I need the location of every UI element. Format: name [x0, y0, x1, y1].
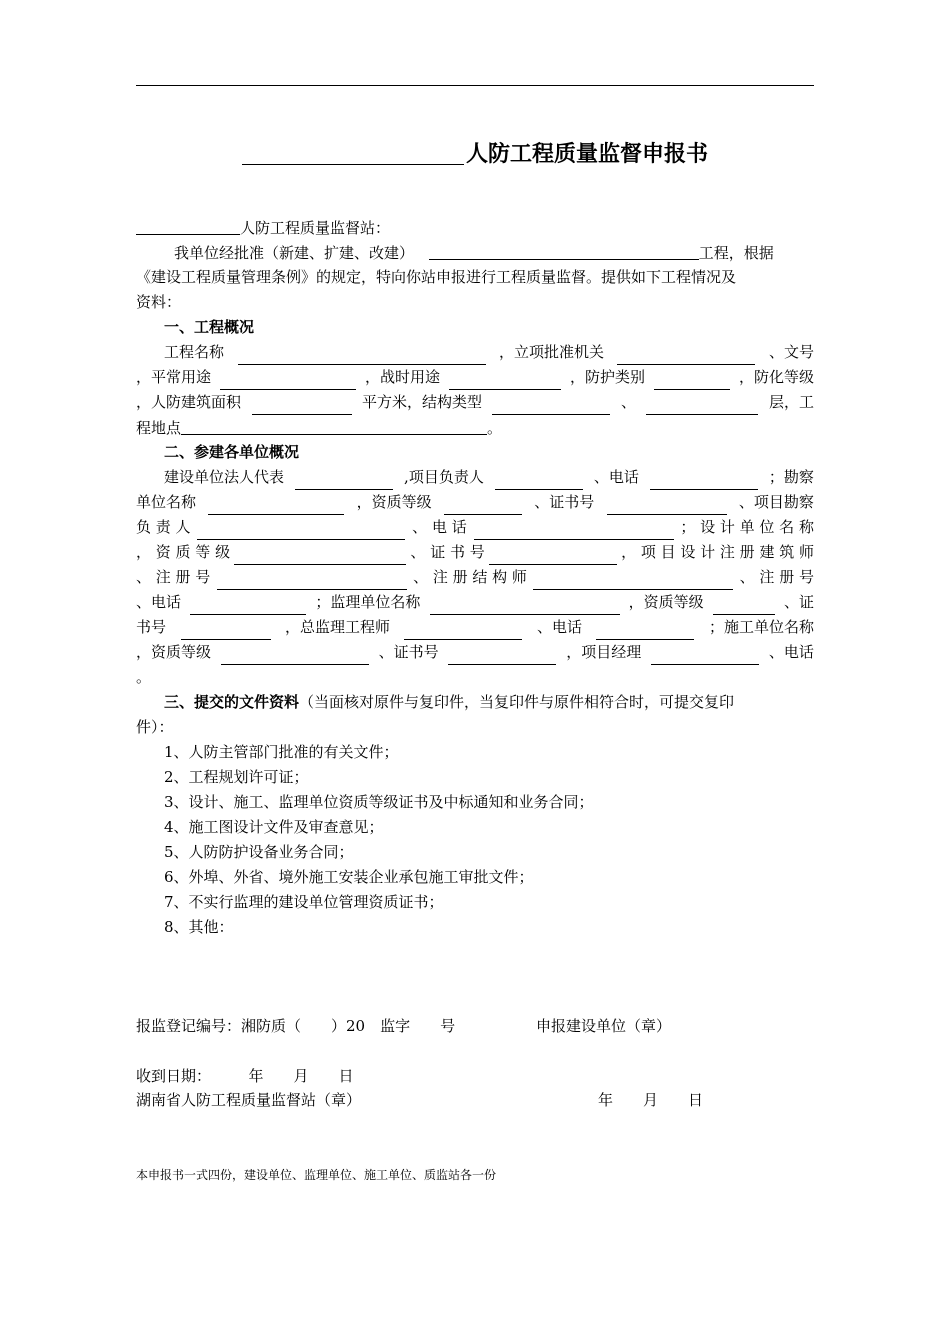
units-line-7: 书号 ，总监理工程师 、电话 ；施工单位名称 — [136, 615, 814, 640]
peacetime-use-field[interactable] — [220, 370, 356, 390]
intro-line-1: 我单位经批准（新建、扩建、改建） 工程，根据 — [136, 240, 814, 265]
list-item: 1、人防主管部门批准的有关文件； — [164, 743, 399, 761]
overview-line-3: ，人防建筑面积 平方米，结构类型 、 层，工 — [136, 390, 814, 415]
project-name-field[interactable] — [238, 345, 486, 365]
top-rule — [136, 85, 814, 86]
construction-cert-field[interactable] — [448, 645, 556, 665]
list-item: 7、不实行监理的建设单位管理资质证书； — [164, 893, 444, 911]
overview-line-2: ，平常用途 ，战时用途 ，防护类别 ，防化等级 — [136, 365, 814, 390]
wartime-use-field[interactable] — [449, 370, 561, 390]
survey-cert-field[interactable] — [607, 495, 727, 515]
location-field[interactable] — [181, 415, 487, 435]
survey-phone-field[interactable] — [474, 520, 674, 540]
units-line-6: 、电话 ；监理单位名称 ，资质等级 、证 — [136, 590, 814, 615]
project-manager-field[interactable] — [651, 645, 759, 665]
units-line-8: ，资质等级 、证书号 ，项目经理 、电话 — [136, 640, 814, 665]
section-3-note-end: 件）： — [136, 718, 174, 736]
copies-note: 本申报书一式四份，建设单位、监理单位、施工单位、质监站各一份 — [136, 1168, 497, 1182]
section-3-heading: 三、提交的文件资料 — [164, 693, 300, 711]
overview-line-4: 程地点 。 — [136, 415, 814, 440]
section-2-heading: 二、参建各单位概况 — [164, 443, 300, 461]
design-grade-field[interactable] — [234, 545, 406, 565]
legal-rep-field[interactable] — [295, 470, 393, 490]
survey-manager-field[interactable] — [197, 520, 405, 540]
registration-number: 报监登记编号：湘防质（ ）20 监字 号 — [136, 1017, 456, 1035]
list-item: 3、设计、施工、监理单位资质等级证书及中标通知和业务合同； — [164, 793, 594, 811]
overview-line-1: 工程名称 ，立项批准机关 、文号 — [136, 340, 814, 365]
salutation-line: 人防工程质量监督站： — [136, 215, 814, 240]
supervision-phone-field[interactable] — [596, 620, 694, 640]
form-body — [136, 215, 814, 940]
units-line-2: 单位名称 ，资质等级 、证书号 、项目勘察 — [136, 490, 814, 515]
station-seal: 湖南省人防工程质量监督站（章） — [136, 1091, 362, 1109]
list-item: 8、其他： — [164, 918, 234, 936]
construction-grade-field[interactable] — [221, 645, 369, 665]
approval-authority-field[interactable] — [617, 345, 755, 365]
list-item: 5、人防防护设备业务合同； — [164, 843, 354, 861]
area-field[interactable] — [252, 395, 352, 415]
intro-line-2: 《建设工程质量管理条例》的规定，特向你站申报进行工程质量监督。提供如下工程情况及 — [136, 268, 737, 286]
list-item: 6、外埠、外省、境外施工安装企业承包施工审批文件； — [164, 868, 534, 886]
chief-supervisor-field[interactable] — [404, 620, 522, 640]
project-leader-field[interactable] — [495, 470, 583, 490]
build-type-blank[interactable] — [429, 240, 699, 260]
units-line-5: 、 注 册 号 、 注 册 结 构 师 、 注 册 号 — [136, 565, 814, 590]
section-1-heading: 一、工程概况 — [164, 318, 255, 336]
units-line-3: 负 责 人 、 电 话 ； 设 计 单 位 名 称 — [136, 515, 814, 540]
page-title: 人防工程质量监督申报书 — [0, 137, 950, 168]
units-line-1: 建设单位法人代表 ,项目负责人 、电话 ；勘察 — [136, 465, 814, 490]
section-3-heading-line: 三、提交的文件资料（当面核对原件与复印件，当复印件与原件相符合时，可提交复印 — [164, 693, 735, 711]
design-cert-field[interactable] — [489, 545, 617, 565]
structural-engineer-field[interactable] — [533, 570, 733, 590]
survey-grade-field[interactable] — [444, 495, 522, 515]
survey-unit-field[interactable] — [208, 495, 344, 515]
project-name-blank[interactable] — [242, 142, 464, 165]
units-line-4: ， 资 质 等 级 、 证 书 号 ， 项 目 设 计 注 册 建 筑 师 — [136, 540, 814, 565]
list-item: 4、施工图设计文件及审查意见； — [164, 818, 384, 836]
architect-reg-field[interactable] — [217, 570, 407, 590]
design-phone-field[interactable] — [190, 595, 306, 615]
supervision-grade-field[interactable] — [713, 595, 775, 615]
floors-field[interactable] — [646, 395, 758, 415]
station-name-blank[interactable] — [136, 215, 240, 235]
list-item: 2、工程规划许可证； — [164, 768, 309, 786]
structure-type-field[interactable] — [492, 395, 610, 415]
station-date: 年 月 日 — [598, 1091, 704, 1109]
intro-line-3: 资料： — [136, 293, 182, 311]
supervision-unit-field[interactable] — [430, 595, 620, 615]
owner-phone-field[interactable] — [650, 470, 758, 490]
received-date: 收到日期： 年 月 日 — [136, 1067, 354, 1085]
supervision-cert-field[interactable] — [181, 620, 271, 640]
units-line-9: 。 — [136, 668, 152, 686]
applicant-seal: 申报建设单位（章） — [536, 1017, 672, 1035]
protection-class-field[interactable] — [654, 370, 730, 390]
